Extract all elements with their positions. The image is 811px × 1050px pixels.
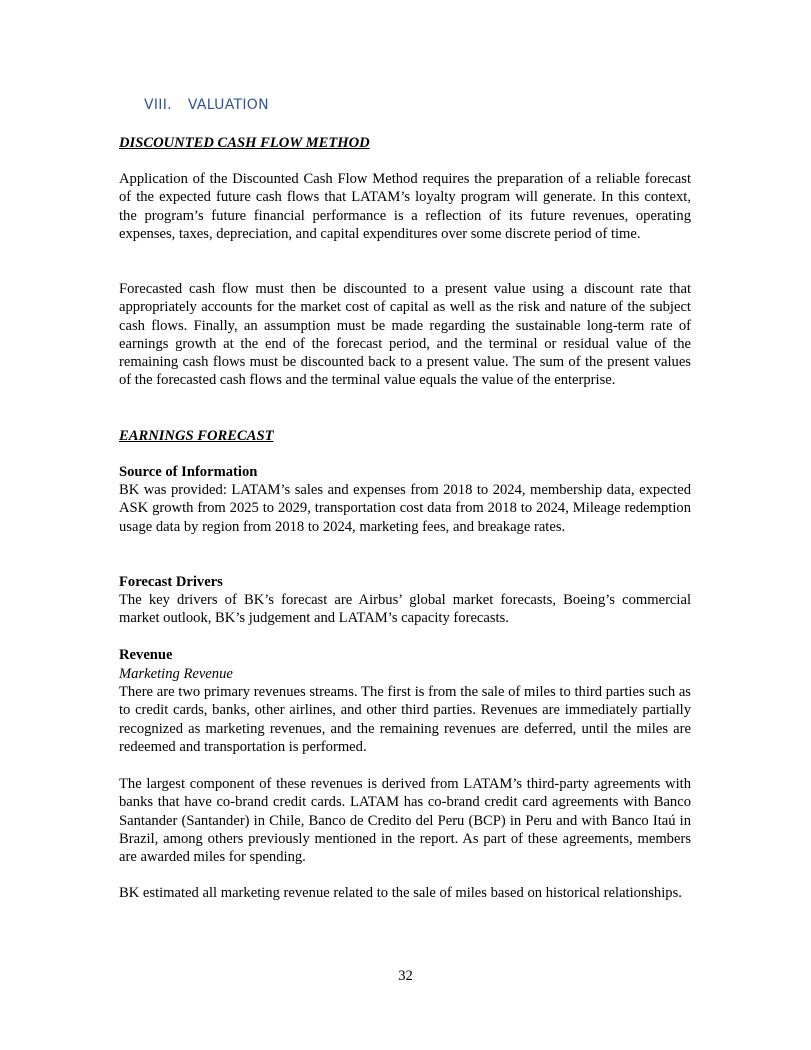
- drivers-heading: Forecast Drivers: [119, 574, 223, 590]
- earnings-heading: EARNINGS FORECAST: [119, 428, 274, 444]
- marketing-paragraph-1: There are two primary revenues streams. The first is from the sale of miles to third parties such as to credit cards, banks, other airlines, and other third parties. Revenues are immediately partially recognized as marketing revenues, and the remaining revenues are deferred, until the miles are redeemed and transportation is performed.: [119, 684, 691, 755]
- revenue-heading: Revenue: [119, 647, 173, 663]
- marketing-paragraph-3: BK estimated all marketing revenue related to the sale of miles based on historical relationships.: [119, 885, 682, 901]
- drivers-paragraph: The key drivers of BK’s forecast are Airbus’ global market forecasts, Boeing’s commercial market outlook, BK’s judgement and LATAM’s capacity forecasts.: [119, 592, 691, 627]
- page-number: 32: [398, 968, 413, 984]
- section-heading: [144, 96, 269, 114]
- section-title: VALUATION: [187, 97, 269, 113]
- dcf-paragraph-2: Forecasted cash flow must then be discounted to a present value using a discount rate that appropriately accounts for the market cost of capital as well as the risk and nature of the subject cash flows. Finally, an assumption must be made regarding the sustainable long-term rate of earnings growth at the end of the forecast period, and the terminal or residual value of the remaining cash flows must be discounted back to a present value. The sum of the present values of the forecasted cash flows and the terminal value equals the value of the enterprise.: [119, 281, 691, 389]
- source-heading: Source of Information: [119, 464, 258, 480]
- source-paragraph: BK was provided: LATAM’s sales and expenses from 2018 to 2024, membership data, expected ASK growth from 2025 to 2029, transportation cost data from 2018 to 2024, Mileage redemption usage data by region from 2018 to 2024, marketing fees, and breakage rates.: [119, 482, 691, 535]
- section-number: VIII.: [144, 97, 172, 113]
- marketing-revenue-subheading: Marketing Revenue: [119, 666, 233, 682]
- marketing-paragraph-2: The largest component of these revenues is derived from LATAM’s third-party agreements with banks that have co-brand credit cards. LATAM has co-brand credit card agreements with Banco Santander (Santander) in Chile, Banco de Credito del Peru (BCP) in Peru and with Banco Itaú in Brazil, among others previously mentioned in the report. As part of these agreements, members are awarded miles for spending.: [119, 776, 691, 866]
- dcf-heading: DISCOUNTED CASH FLOW METHOD: [119, 135, 370, 151]
- dcf-paragraph-1: Application of the Discounted Cash Flow Method requires the preparation of a reliable forecast of the expected future cash flows that LATAM’s loyalty program will generate. In this context, the program’s future financial performance is a reflection of its future revenues, operating expenses, taxes, depreciation, and capital expenditures over some discrete period of time.: [119, 171, 691, 242]
